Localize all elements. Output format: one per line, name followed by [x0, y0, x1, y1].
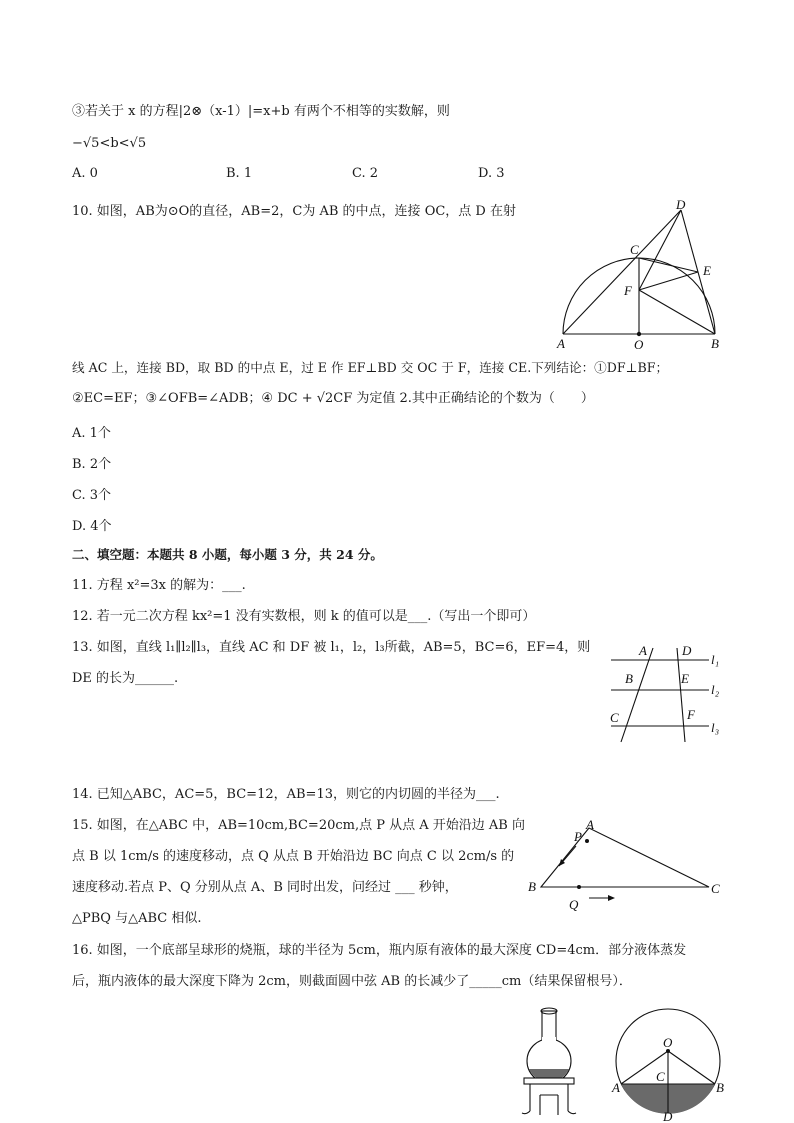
q9-option-c: C. 2	[352, 166, 379, 181]
q13-label-l2: l₂	[711, 682, 720, 697]
q10-label-f: F	[624, 283, 632, 298]
q13-figure	[605, 640, 745, 750]
q15-stem-line4: △PBQ 与△ABC 相似.	[72, 911, 202, 926]
q10-stem-line1: 10. 如图，AB为⊙O的直径，AB=2，C为 AB 的中点，连接 OC，点 D 在射	[72, 204, 516, 219]
q15-label-c: C	[711, 881, 720, 896]
q11-stem: 11. 方程 x²=3x 的解为：___.	[72, 578, 246, 593]
q16-label-o: O	[663, 1035, 673, 1050]
q15-figure	[525, 812, 725, 922]
q15-label-a: A	[586, 817, 594, 832]
q16-circle-figure	[608, 1003, 738, 1123]
q16-label-d: D	[663, 1109, 673, 1123]
q10-option-c: C. 3个	[72, 488, 112, 503]
q9-condition-range: −√5<b<√5	[72, 136, 147, 151]
q12-stem: 12. 若一元二次方程 kx²=1 没有实数根，则 k 的值可以是___.（写出一个即可）	[72, 609, 536, 624]
q16-flask-figure	[512, 1003, 592, 1123]
q15-stem-line3: 速度移动.若点 P、Q 分别从点 A、B 同时出发，问经过 ___ 秒钟，	[72, 880, 458, 895]
q9-option-b: B. 1	[226, 166, 253, 181]
q9-option-d: D. 3	[478, 166, 505, 181]
q13-label-l1: l₁	[711, 652, 720, 667]
q16-stem-line1: 16. 如图，一个底部呈球形的烧瓶，球的半径为 5cm，瓶内原有液体的最大深度 CD=4cm．部分液体蒸发	[72, 943, 687, 958]
q15-label-b: B	[528, 879, 536, 894]
q10-figure	[555, 197, 735, 352]
q10-label-d: D	[676, 197, 686, 212]
q10-option-a: A. 1个	[72, 426, 111, 441]
q16-label-c: C	[656, 1069, 665, 1084]
q15-label-q: Q	[569, 897, 579, 912]
q10-label-e: E	[703, 263, 711, 278]
q10-stem-line2: 线 AC 上，连接 BD，取 BD 的中点 E，过 E 作 EF⊥BD 交 OC 于 F，连接 CE.下列结论：①DF⊥BF；	[72, 360, 669, 375]
q10-label-c: C	[630, 242, 639, 257]
q13-stem-line2: DE 的长为______.	[72, 671, 179, 686]
q15-stem-line1: 15. 如图，在△ABC 中，AB=10cm,BC=20cm,点 P 从点 A 开始沿边 AB 向	[72, 818, 525, 833]
q13-label-d: D	[682, 643, 692, 658]
q13-label-a: A	[639, 643, 647, 658]
q10-stem-line3: ②EC=EF；③∠OFB=∠ADB；④ DC + √2CF 为定值 2.其中正确结论的个数为（ ）	[72, 391, 594, 406]
q9-option-a: A. 0	[72, 166, 98, 181]
q10-option-d: D. 4个	[72, 519, 112, 534]
q13-label-e: E	[681, 671, 689, 686]
q16-label-b: B	[716, 1080, 724, 1095]
q16-label-a: A	[612, 1080, 620, 1095]
q16-stem-line2: 后，瓶内液体的最大深度下降为 2cm，则截面圆中弦 AB 的长减少了_____cm（结果保留根号）．	[72, 974, 632, 989]
q15-label-p: P	[574, 829, 582, 844]
q13-label-c: C	[610, 710, 619, 725]
q13-stem-line1: 13. 如图，直线 l₁∥l₂∥l₃，直线 AC 和 DF 被 l₁，l₂，l₃所截，AB=5，BC=6，EF=4，则	[72, 640, 591, 655]
q10-option-b: B. 2个	[72, 457, 112, 472]
q10-label-a: A	[557, 336, 565, 351]
q15-stem-line2: 点 B 以 1cm/s 的速度移动，点 Q 从点 B 开始沿边 BC 向点 C 以 2cm/s 的	[72, 849, 515, 864]
q10-label-b: B	[711, 336, 719, 351]
q13-label-f: F	[687, 707, 695, 722]
section-2-heading: 二、填空题：本题共 8 小题，每小题 3 分，共 24 分。	[72, 547, 383, 562]
q13-label-l3: l₃	[711, 720, 720, 735]
q10-label-o: O	[634, 337, 644, 352]
q9-condition-line: ③若关于 x 的方程|2⊗（x-1）|=x+b 有两个不相等的实数解，则	[72, 104, 450, 119]
q14-stem: 14. 已知△ABC，AC=5，BC=12，AB=13，则它的内切圆的半径为___.	[72, 787, 500, 802]
q13-label-b: B	[625, 671, 633, 686]
